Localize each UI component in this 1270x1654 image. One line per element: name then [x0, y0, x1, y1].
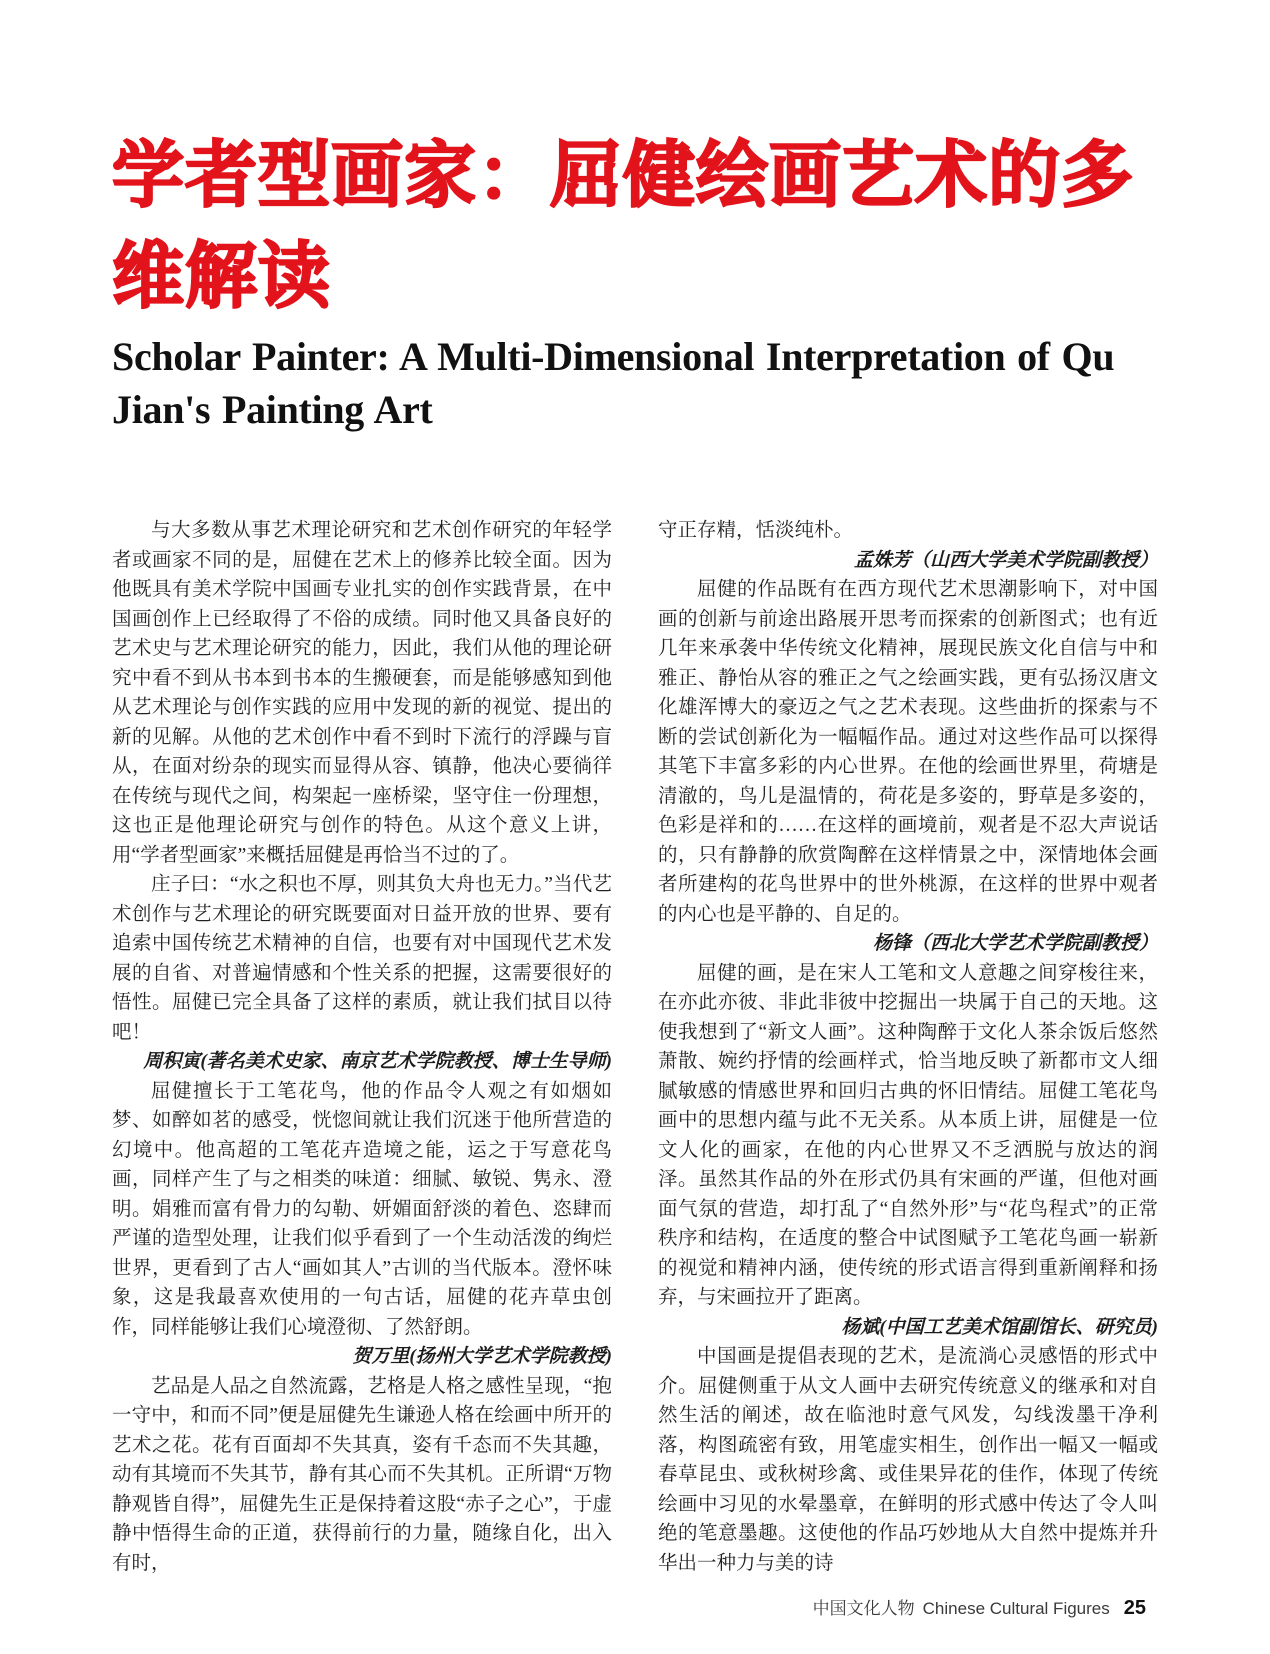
- page-footer: [813, 1594, 1146, 1620]
- attribution-byline: 周积寅(著名美术史家、南京艺术学院教授、博士生导师): [143, 1051, 612, 1072]
- journal-name-english: Chinese Cultural Figures: [922, 1599, 1110, 1618]
- body-paragraph: 艺品是人品之自然流露，艺格是人格之感性呈现，“抱一守中，和而不同”便是屈健先生谦逊人格在绘画中所开的艺术之花。花有百面却不失其真，姿有千态而不失其趣，动有其境而不失其节，静有其心而不失其机。正所谓“万物静观皆自得”，屈健先生正是保持着这股“赤子之心”，于虚静中悟得生命的正道，获得前行的力量，随缘自化，出入有时，: [112, 1375, 612, 1574]
- body-paragraph: 屈健擅长于工笔花鸟，他的作品令人观之有如烟如梦、如醉如茗的感受，恍惚间就让我们沉迷于他所营造的幻境中。他高超的工笔花卉造境之能，运之于写意花鸟画，同样产生了与之相类的味道：细腻、敏锐、隽永、澄明。娟雅而富有骨力的勾勒、妍媚面舒淡的着色、恣肆而严谨的造型处理，让我们似乎看到了一个生动活泼的绚烂世界，更看到了古人“画如其人”古训的当代版本。澄怀味象，这是我最喜欢使用的一句古话，屈健的花卉草虫创作，同样能够让我们心境澄彻、了然舒朗。: [112, 1080, 612, 1338]
- body-paragraph-continuation: 守正存精，恬淡纯朴。: [658, 520, 854, 541]
- body-paragraph: 庄子曰：“水之积也不厚，则其负大舟也无力。”当代艺术创作与艺术理论的研究既要面对日益开放的世界、要有追索中国传统艺术精神的自信，也要有对中国现代艺术发展的自省、对普遍情感和个性关系的把握，这需要很好的悟性。屈健已完全具备了这样的素质，就让我们拭目以待吧！: [112, 874, 612, 1043]
- attribution-byline: 孟姝芳（山西大学美术学院副教授）: [853, 549, 1158, 571]
- article-title-chinese: 学者型画家：屈健绘画艺术的多维解读: [112, 136, 1135, 317]
- attribution-byline: 杨锋（西北大学艺术学院副教授）: [872, 933, 1158, 954]
- body-paragraph: 屈健的画，是在宋人工笔和文人意趣之间穿梭往来，在亦此亦彼、非此非彼中挖掘出一块属于自己的天地。这使我想到了“新文人画”。这种陶醉于文化人茶余饭后悠然萧散、婉约抒情的绘画样式，恰当地反映了新都市文人细腻敏感的情感世界和回归古典的怀旧情结。屈健工笔花鸟画中的思想内蕴与此不无关系。从本质上讲，屈健是一位文人化的画家，在他的内心世界又不乏洒脱与放达的润泽。虽然其作品的外在形式仍具有宋画的严谨，但他对画面气氛的营造，却打乱了“自然外形”与“花鸟程式”的正常秩序和结构，在适度的整合中试图赋予工笔花鸟画一崭新的视觉和精神内涵，使传统的形式语言得到重新阐释和扬弃，与宋画拉开了距离。: [658, 962, 1158, 1308]
- right-column: [658, 516, 1158, 1578]
- article-body: [112, 516, 1158, 1578]
- attribution-byline: 贺万里(扬州大学艺术学院教授): [352, 1346, 612, 1367]
- body-paragraph: 与大多数从事艺术理论研究和艺术创作研究的年轻学者或画家不同的是，屈健在艺术上的修养比较全面。因为他既具有美术学院中国画专业扎实的创作实践背景，在中国画创作上已经取得了不俗的成绩。同时他又具备良好的艺术史与艺术理论研究的能力，因此，我们从他的理论研究中看不到从书本到书本的生搬硬套，而是能够感知到他从艺术理论与创作实践的应用中发现的新的视觉、提出的新的见解。从他的艺术创作中看不到时下流行的浮躁与盲从，在面对纷杂的现实而显得从容、镇静，他决心要徜徉在传统与现代之间，构架起一座桥梁，坚守住一份理想，这也正是他理论研究与创作的特色。从这个意义上讲，用“学者型画家”来概括屈健是再恰当不过的了。: [112, 520, 612, 866]
- body-paragraph: 中国画是提倡表现的艺术，是流淌心灵感悟的形式中介。屈健侧重于从文人画中去研究传统意义的继承和对自然生活的阐述，故在临池时意气风发，勾线泼墨干净利落，构图疏密有致，用笔虚实相生，创作出一幅又一幅或春草昆虫、或秋树珍禽、或佳果异花的佳作，体现了传统绘画中习见的水晕墨章，在鲜明的形式感中传达了令人叫绝的笔意墨趣。这使他的作品巧妙地从大自然中提炼并升华出一种力与美的诗: [658, 1346, 1158, 1574]
- body-paragraph: 屈健的作品既有在西方现代艺术思潮影响下，对中国画的创新与前途出路展开思考而探索的创新图式；也有近几年来承袭中华传统文化精神，展现民族文化自信与中和雅正、静怡从容的雅正之气之绘画实践，更有弘扬汉唐文化雄浑博大的豪迈之气之艺术表现。这些曲折的探索与不断的尝试创新化为一幅幅作品。通过对这些作品可以探得其笔下丰富多彩的内心世界。在他的绘画世界里，荷塘是清澈的，鸟儿是温情的，荷花是多姿的，野草是多姿的，色彩是祥和的……在这样的画境前，观者是不忍大声说话的，只有静静的欣赏陶醉在这样情景之中，深情地体会画者所建构的花鸟世界中的世外桃源，在这样的世界中观者的内心也是平静的、自足的。: [658, 579, 1158, 925]
- article-title-english: Scholar Painter: A Multi-Dimensional Interpretation of Qu Jian's Painting Art: [112, 334, 1115, 432]
- left-column: [112, 516, 612, 1578]
- journal-name-chinese: 中国文化人物: [812, 1599, 915, 1618]
- page-number: 25: [1123, 1597, 1146, 1619]
- attribution-byline: 杨斌(中国工艺美术馆副馆长、研究员): [841, 1316, 1158, 1338]
